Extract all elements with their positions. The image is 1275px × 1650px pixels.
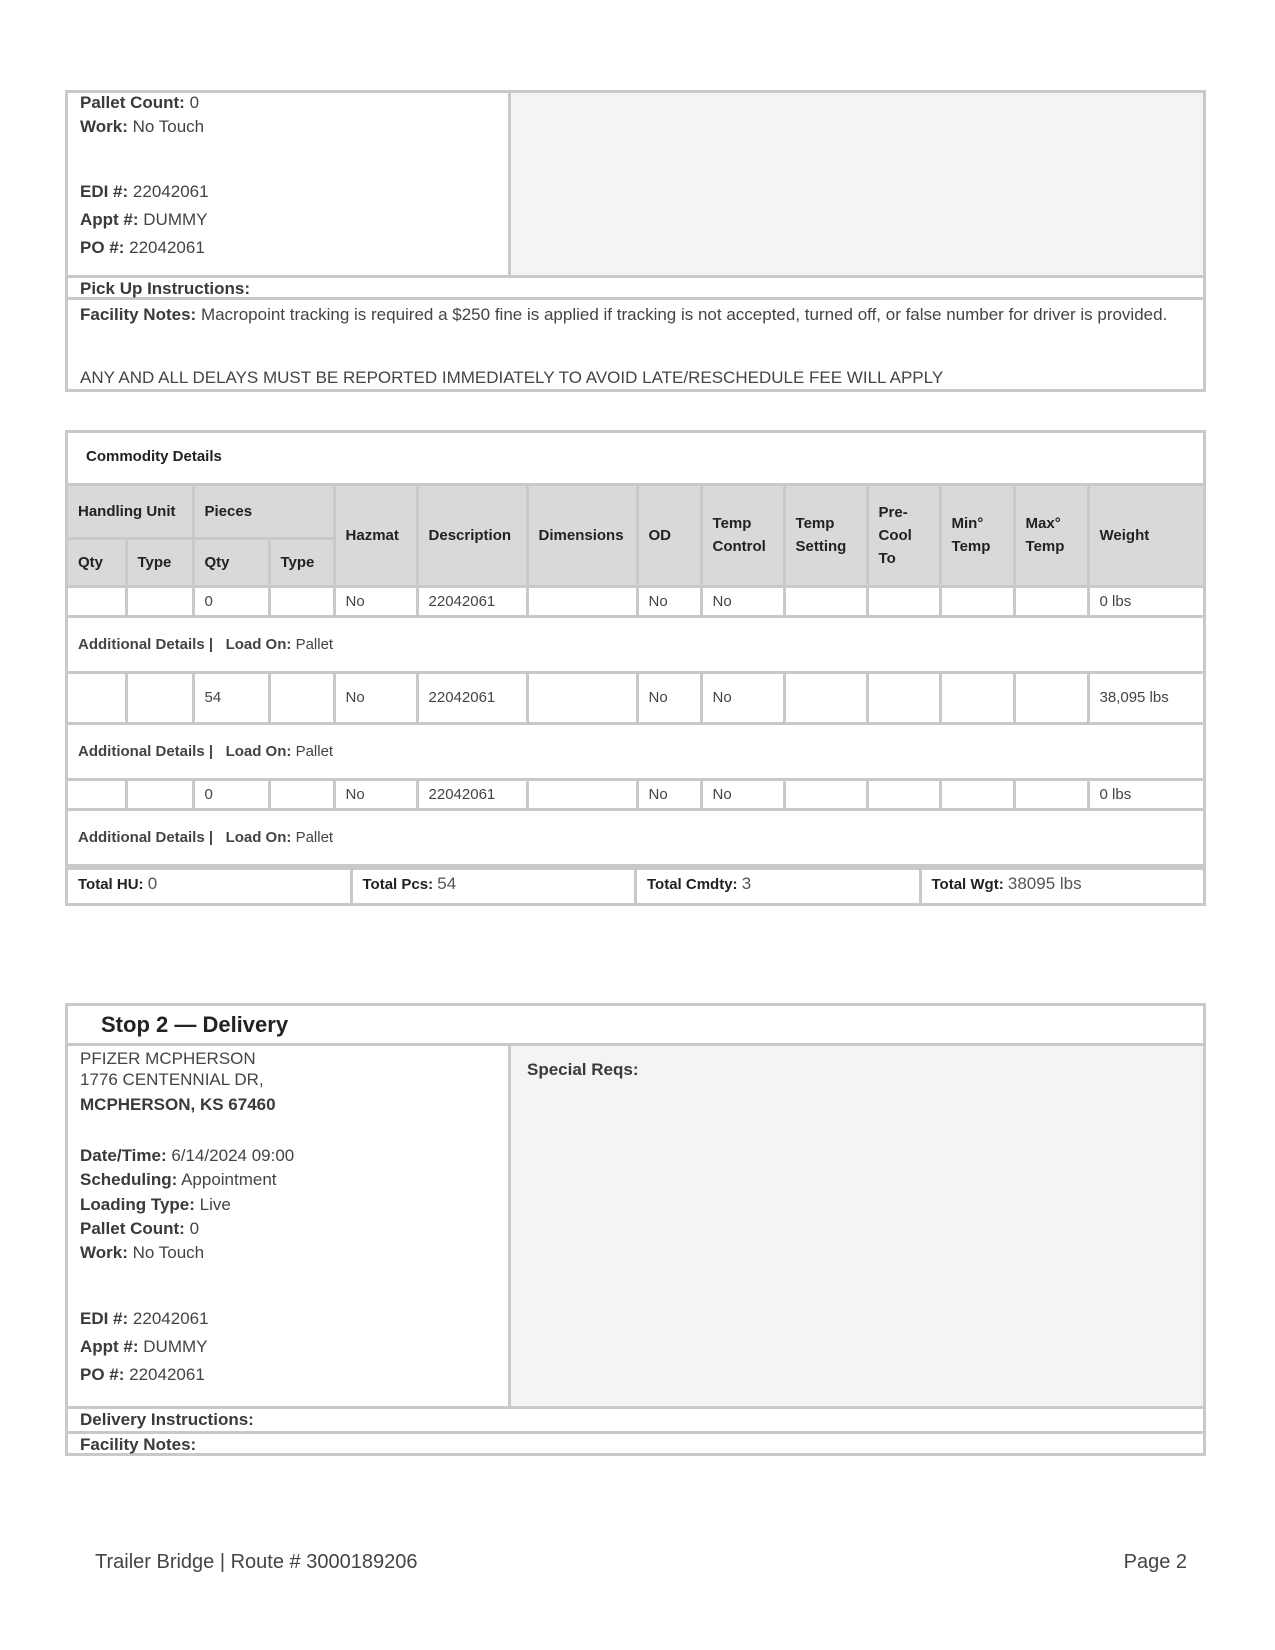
header-pcs-type: Type <box>269 538 334 586</box>
cell-weight: 38,095 lbs <box>1088 672 1203 723</box>
stop2-edi <box>80 1309 209 1329</box>
cell-description: 22042061 <box>417 779 527 809</box>
appt-value: DUMMY <box>143 210 208 229</box>
total-hu-label: Total HU: <box>78 875 144 893</box>
cell-description: 22042061 <box>417 672 527 723</box>
additional-details-row <box>68 723 1203 779</box>
cell-temp-setting <box>784 779 867 809</box>
facility-name: PFIZER MCPHERSON <box>80 1049 256 1068</box>
load-on-value: Pallet <box>295 635 334 653</box>
header-hazmat: Hazmat <box>334 486 417 586</box>
additional-details-cell <box>68 723 1203 779</box>
cell-max-temp <box>1014 672 1088 723</box>
scheduling-value: Appointment <box>181 1170 277 1189</box>
additional-details-cell <box>68 809 1203 865</box>
stop1-facility-notes <box>80 304 1191 325</box>
edi-value: 22042061 <box>132 182 209 201</box>
stop1-appt <box>80 210 208 230</box>
header-min-temp: Min° Temp <box>940 486 1014 586</box>
stop1-special-panel <box>511 93 1203 275</box>
appt-value: DUMMY <box>143 1337 208 1356</box>
cell-pcs-qty: 0 <box>193 586 269 616</box>
cell-temp-control: No <box>701 672 784 723</box>
header-max-temp: Max° Temp <box>1014 486 1088 586</box>
cell-pcs-type <box>269 672 334 723</box>
cell-od: No <box>637 672 701 723</box>
cell-hazmat: No <box>334 779 417 809</box>
cell-hazmat: No <box>334 586 417 616</box>
cell-pcs-qty: 0 <box>193 779 269 809</box>
additional-details-row <box>68 616 1203 672</box>
cell-dimensions <box>527 672 637 723</box>
table-row <box>68 672 1203 723</box>
header-weight: Weight <box>1088 486 1203 586</box>
stop2-header <box>68 1006 1203 1046</box>
header-temp-setting: Temp Setting <box>784 486 867 586</box>
stop1-edi <box>80 182 209 202</box>
cell-weight: 0 lbs <box>1088 779 1203 809</box>
po-value: 22042061 <box>129 1365 205 1384</box>
cell-description: 22042061 <box>417 586 527 616</box>
pickup-instructions-label: Pick Up Instructions: <box>80 279 251 298</box>
cell-temp-control: No <box>701 779 784 809</box>
additional-details-label: Additional Details | <box>78 742 214 760</box>
cell-dimensions <box>527 586 637 616</box>
cell-od: No <box>637 779 701 809</box>
datetime-value: 6/14/2024 09:00 <box>171 1146 295 1165</box>
cell-hu-qty <box>68 586 126 616</box>
edi-label: EDI #: <box>80 182 129 201</box>
total-hu-value: 0 <box>147 873 158 893</box>
special-reqs-panel <box>511 1046 1203 1406</box>
cell-hu-type <box>126 672 193 723</box>
total-wgt-label: Total Wgt: <box>931 875 1004 893</box>
commodity-details-table <box>65 430 1206 906</box>
work-value: No Touch <box>132 1243 205 1262</box>
delivery-instructions-label: Delivery Instructions: <box>80 1410 254 1429</box>
work-value: No Touch <box>132 117 205 136</box>
stop1-details-panel <box>68 93 511 275</box>
cell-dimensions <box>527 779 637 809</box>
load-on-value: Pallet <box>295 828 334 846</box>
po-value: 22042061 <box>129 238 205 257</box>
load-on-label: Load On: <box>225 742 292 760</box>
work-label: Work: <box>80 117 128 136</box>
facility-notes-label: Facility Notes: <box>80 305 197 324</box>
commodity-grid <box>68 486 1203 867</box>
header-description: Description <box>417 486 527 586</box>
total-cmdty <box>637 870 922 903</box>
header-pcs-qty: Qty <box>193 538 269 586</box>
additional-details-row <box>68 809 1203 865</box>
total-cmdty-label: Total Cmdty: <box>647 875 738 893</box>
cell-pre-cool <box>867 672 940 723</box>
cell-temp-setting <box>784 586 867 616</box>
stop2-details-panel <box>68 1046 511 1406</box>
stop2-section <box>65 1003 1206 1456</box>
total-pcs-value: 54 <box>437 873 457 893</box>
header-temp-control: Temp Control <box>701 486 784 586</box>
stop1-work <box>80 117 204 137</box>
address-line: 1776 CENTENNIAL DR, <box>80 1070 264 1089</box>
page-number: Page 2 <box>1123 1551 1187 1573</box>
cell-min-temp <box>940 672 1014 723</box>
special-reqs-label: Special Reqs: <box>527 1060 639 1079</box>
cell-pre-cool <box>867 586 940 616</box>
pallet-count-label: Pallet Count: <box>80 1219 185 1238</box>
cell-hu-qty <box>68 779 126 809</box>
appt-label: Appt #: <box>80 1337 139 1356</box>
facility-notes-label: Facility Notes: <box>80 1435 197 1454</box>
load-on-label: Load On: <box>225 828 292 846</box>
stop2-pallet-count <box>80 1219 199 1239</box>
cell-pcs-type <box>269 586 334 616</box>
cell-pcs-qty: 54 <box>193 672 269 723</box>
stop2-po <box>80 1365 205 1385</box>
pallet-count-value: 0 <box>189 1219 200 1238</box>
load-on-value: Pallet <box>295 742 334 760</box>
work-label: Work: <box>80 1243 128 1262</box>
cell-pcs-type <box>269 779 334 809</box>
loading-type-value: Live <box>199 1195 231 1214</box>
stop1-pallet-count <box>80 93 199 113</box>
cell-hazmat: No <box>334 672 417 723</box>
cell-hu-type <box>126 586 193 616</box>
pallet-count-value: 0 <box>189 93 200 112</box>
cell-min-temp <box>940 586 1014 616</box>
additional-details-label: Additional Details | <box>78 828 214 846</box>
cell-max-temp <box>1014 586 1088 616</box>
total-pcs-label: Total Pcs: <box>362 875 434 893</box>
stop2-loading-type <box>80 1195 231 1215</box>
city-state-zip: MCPHERSON, KS 67460 <box>80 1095 276 1114</box>
stop2-scheduling <box>80 1170 277 1190</box>
appt-label: Appt #: <box>80 210 139 229</box>
header-od: OD <box>637 486 701 586</box>
stop1-section <box>65 90 1206 392</box>
cell-min-temp <box>940 779 1014 809</box>
stop2-appt <box>80 1337 208 1357</box>
loading-type-label: Loading Type: <box>80 1195 195 1214</box>
pickup-instructions-row <box>68 275 1203 300</box>
total-cmdty-value: 3 <box>741 873 752 893</box>
edi-value: 22042061 <box>132 1309 209 1328</box>
additional-details-cell <box>68 616 1203 672</box>
cell-hu-type <box>126 779 193 809</box>
total-hu <box>68 870 353 903</box>
scheduling-label: Scheduling: <box>80 1170 178 1189</box>
cell-temp-control: No <box>701 586 784 616</box>
table-row <box>68 586 1203 616</box>
cell-pre-cool <box>867 779 940 809</box>
po-label: PO #: <box>80 1365 125 1384</box>
edi-label: EDI #: <box>80 1309 129 1328</box>
pallet-count-label: Pallet Count: <box>80 93 185 112</box>
stop2-datetime <box>80 1146 294 1166</box>
stop1-po <box>80 238 205 258</box>
stop2-work <box>80 1243 204 1263</box>
total-wgt-value: 38095 lbs <box>1007 873 1082 893</box>
footer-route: Trailer Bridge | Route # 3000189206 <box>95 1551 418 1573</box>
total-wgt <box>922 870 1204 903</box>
commodity-title: Commodity Details <box>68 433 1203 486</box>
cell-max-temp <box>1014 779 1088 809</box>
header-pre-cool-to: Pre-Cool To <box>867 486 940 586</box>
header-hu-type: Type <box>126 538 193 586</box>
facility-notes-row <box>68 1431 1203 1456</box>
header-pieces: Pieces <box>193 486 334 538</box>
additional-details-label: Additional Details | <box>78 635 214 653</box>
stop2-title: Stop 2 — Delivery <box>101 1012 289 1037</box>
totals-row <box>68 867 1203 903</box>
table-row <box>68 779 1203 809</box>
cell-weight: 0 lbs <box>1088 586 1203 616</box>
header-handling-unit: Handling Unit <box>68 486 193 538</box>
cell-temp-setting <box>784 672 867 723</box>
header-hu-qty: Qty <box>68 538 126 586</box>
load-on-label: Load On: <box>225 635 292 653</box>
po-label: PO #: <box>80 238 125 257</box>
cell-hu-qty <box>68 672 126 723</box>
delays-notice: ANY AND ALL DELAYS MUST BE REPORTED IMMEDIATELY TO AVOID LATE/RESCHEDULE FEE WILL APPLY <box>80 368 944 387</box>
facility-notes-text: Macropoint tracking is required a $250 fine is applied if tracking is not accepted, turned off, or false number for driver is provided. <box>200 305 1168 324</box>
total-pcs <box>353 870 638 903</box>
header-dimensions: Dimensions <box>527 486 637 586</box>
datetime-label: Date/Time: <box>80 1146 167 1165</box>
delivery-instructions-row <box>68 1406 1203 1431</box>
cell-od: No <box>637 586 701 616</box>
